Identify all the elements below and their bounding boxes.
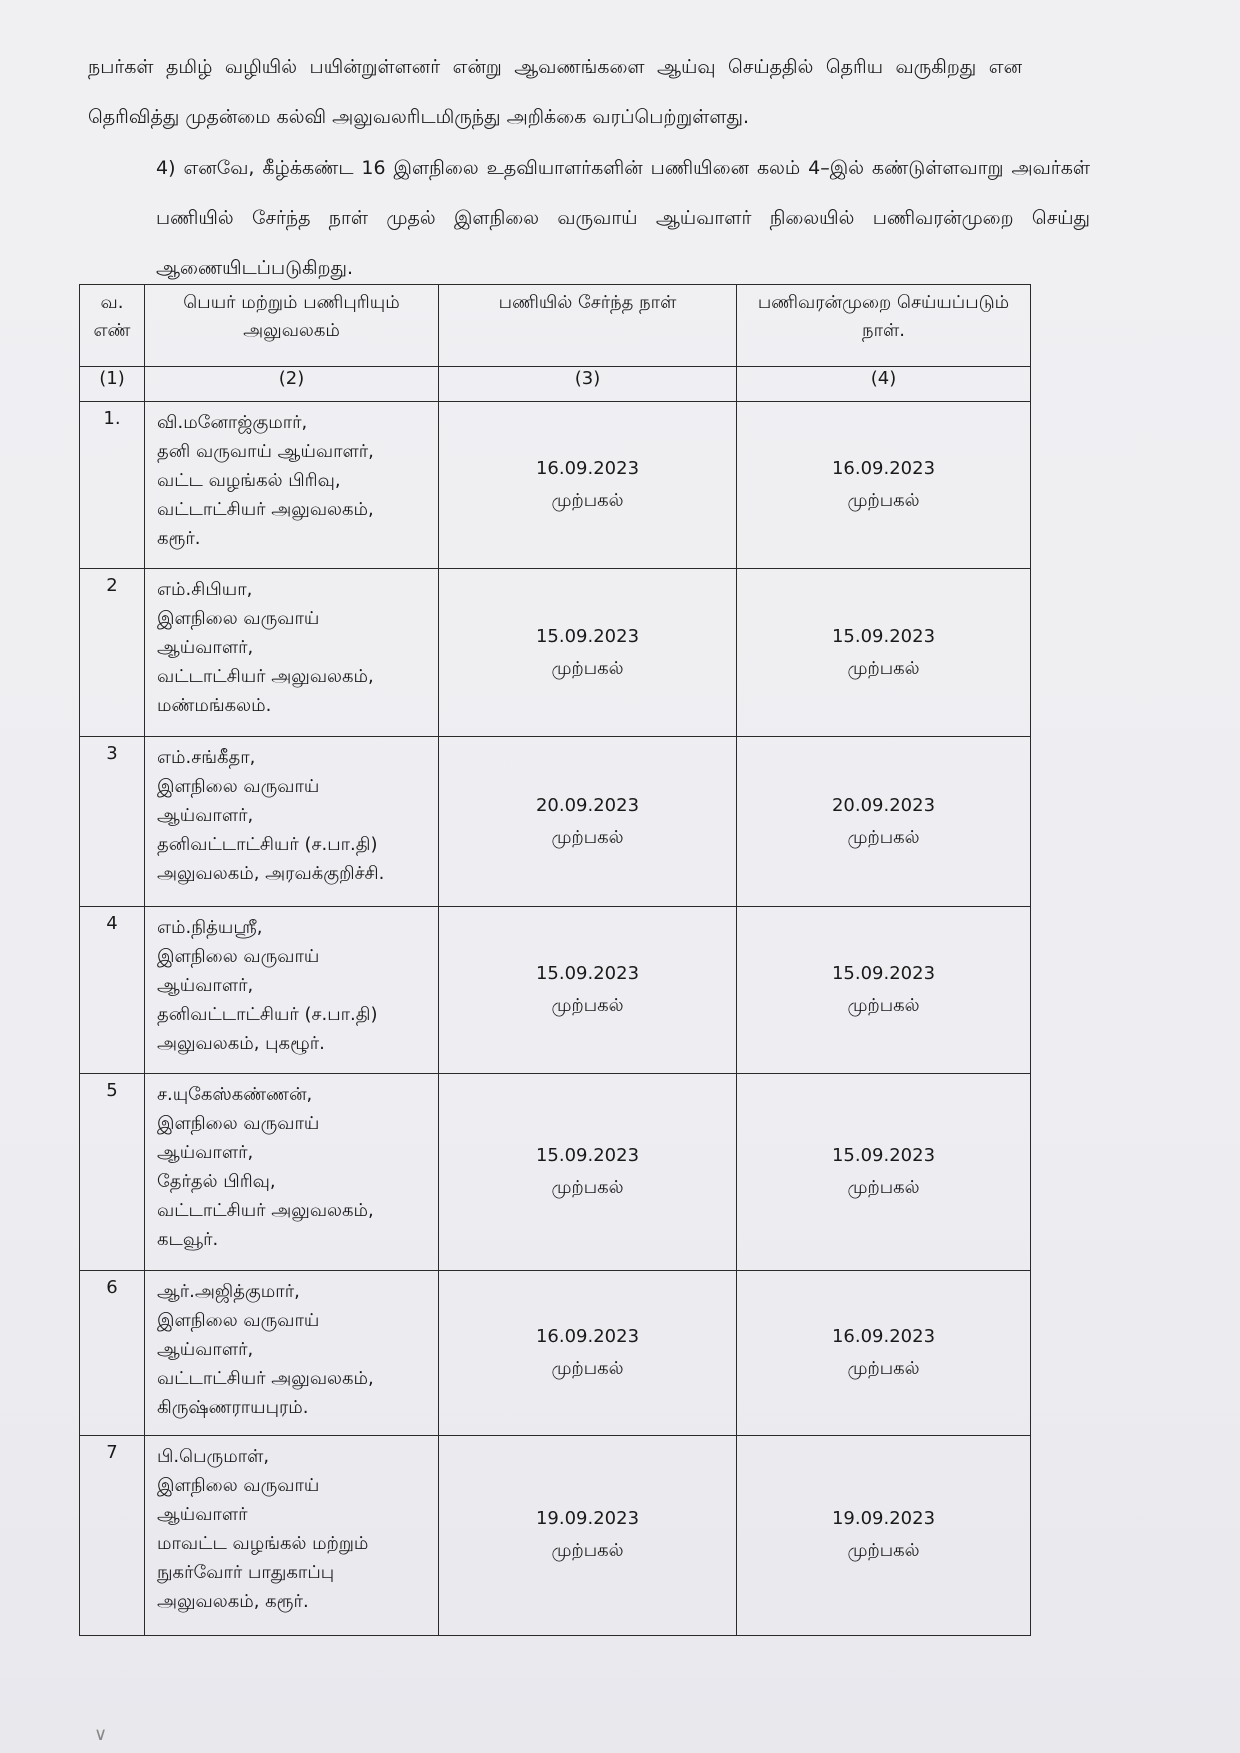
joining-session: முற்பகல் bbox=[551, 1357, 624, 1379]
joining-session: முற்பகல் bbox=[551, 995, 624, 1017]
regularisation-date-cell bbox=[737, 1435, 1031, 1636]
regularisation-session: முற்பகல் bbox=[847, 1357, 920, 1379]
name-line: எம்.சங்கீதா, bbox=[157, 747, 256, 769]
intro-paragraph: நபர்கள் தமிழ் வழியில் பயின்றுள்ளனர் என்று ஆவணங்களை ஆய்வு செய்ததில் தெரிய வருகிறது என தெரிவித்து முதன்மை கல்வி அலுவலரிடமிருந்து அறிக்கை வரப்பெற்றுள்ளது. bbox=[88, 56, 1022, 128]
name-line: ஆய்வாளர், bbox=[157, 1338, 254, 1360]
name-line: ஆர்.அஜித்குமார், bbox=[157, 1280, 300, 1302]
serial-number: 4 bbox=[80, 907, 145, 1074]
regularisation-date: 20.09.2023 bbox=[831, 794, 936, 816]
name-line: இளநிலை வருவாய் bbox=[157, 607, 320, 629]
column-number: (4) bbox=[737, 367, 1031, 401]
name-line: மாவட்ட வழங்கல் மற்றும் bbox=[157, 1532, 369, 1554]
regularisation-session: முற்பகல் bbox=[847, 1176, 920, 1198]
name-line: இளநிலை வருவாய் bbox=[157, 776, 320, 798]
regularisation-session: முற்பகல் bbox=[847, 657, 920, 679]
name-line: இளநிலை வருவாய் bbox=[157, 1309, 320, 1331]
regularisation-date-cell bbox=[737, 401, 1031, 568]
joining-date: 19.09.2023 bbox=[535, 1508, 640, 1530]
regularisation-session: முற்பகல் bbox=[847, 1540, 920, 1562]
table-row bbox=[80, 568, 1031, 736]
name-office-cell bbox=[145, 907, 439, 1074]
joining-date: 16.09.2023 bbox=[535, 457, 640, 479]
table-row bbox=[80, 737, 1031, 907]
name-line: கரூர். bbox=[157, 527, 201, 549]
joining-date: 16.09.2023 bbox=[535, 1325, 640, 1347]
regularisation-session: முற்பகல் bbox=[847, 489, 920, 511]
column-number: (3) bbox=[439, 367, 737, 401]
table-row bbox=[80, 1074, 1031, 1270]
name-office-cell bbox=[145, 1435, 439, 1636]
header-joining-date: பணியில் சேர்ந்த நாள் bbox=[439, 285, 737, 367]
name-line: ஆய்வாளர் bbox=[157, 1503, 248, 1525]
table-row bbox=[80, 401, 1031, 568]
name-line: கடவூர். bbox=[157, 1229, 219, 1251]
regularisation-session: முற்பகல் bbox=[847, 826, 920, 848]
serial-number: 1. bbox=[80, 401, 145, 568]
name-line: ஆய்வாளர், bbox=[157, 975, 254, 997]
regularisation-session: முற்பகல் bbox=[847, 995, 920, 1017]
joining-date-cell bbox=[439, 1074, 737, 1270]
header-serial: வ. எண் bbox=[80, 285, 145, 367]
regularisation-date-cell bbox=[737, 1074, 1031, 1270]
name-line: அலுவலகம், கரூர். bbox=[157, 1590, 309, 1612]
joining-date: 15.09.2023 bbox=[535, 963, 640, 985]
header-name-office: பெயர் மற்றும் பணிபுரியும் அலுவலகம் bbox=[145, 285, 439, 367]
column-number: (2) bbox=[145, 367, 439, 401]
joining-date: 20.09.2023 bbox=[535, 794, 640, 816]
name-line: கிருஷ்ணராயபுரம். bbox=[157, 1396, 309, 1418]
regularisation-date: 15.09.2023 bbox=[831, 963, 936, 985]
joining-date-cell bbox=[439, 737, 737, 907]
scan-corner-mark: ∨ bbox=[94, 1724, 108, 1745]
name-office-cell bbox=[145, 568, 439, 736]
name-office-cell bbox=[145, 737, 439, 907]
table-row bbox=[80, 1270, 1031, 1435]
name-line: ஆய்வாளர், bbox=[157, 1142, 254, 1164]
column-number: (1) bbox=[80, 367, 145, 401]
name-line: மண்மங்கலம். bbox=[157, 694, 272, 716]
name-office-cell bbox=[145, 1074, 439, 1270]
name-line: வி.மனோஜ்குமார், bbox=[157, 411, 308, 433]
regularisation-date: 16.09.2023 bbox=[831, 457, 936, 479]
regularisation-table bbox=[79, 284, 1031, 1636]
name-office-cell bbox=[145, 1270, 439, 1435]
serial-number: 3 bbox=[80, 737, 145, 907]
table-row bbox=[80, 1435, 1031, 1636]
name-line: ஆய்வாளர், bbox=[157, 636, 254, 658]
name-line: வட்ட வழங்கல் பிரிவு, bbox=[157, 469, 341, 491]
order-paragraph: 4) எனவே, கீழ்க்கண்ட 16 இளநிலை உதவியாளர்களின் பணியினை கலம் 4–இல் கண்டுள்ளவாறு அவர்கள் பணியில் சேர்ந்த நாள் முதல் இளநிலை வருவாய் ஆய்வாளர் நிலையில் பணிவரன்முறை செய்து ஆணையிடப்படுகிறது. bbox=[156, 157, 1090, 279]
name-line: வட்டாட்சியர் அலுவலகம், bbox=[157, 665, 374, 687]
joining-date-cell bbox=[439, 568, 737, 736]
name-line: அலுவலகம், அரவக்குறிச்சி. bbox=[157, 863, 385, 885]
name-line: பி.பெருமாள், bbox=[157, 1445, 270, 1467]
joining-date: 15.09.2023 bbox=[535, 1144, 640, 1166]
regularisation-date-cell bbox=[737, 737, 1031, 907]
regularisation-date-cell bbox=[737, 1270, 1031, 1435]
header-regularisation-date: பணிவரன்முறை செய்யப்படும் நாள். bbox=[737, 285, 1031, 367]
name-line: தனி வருவாய் ஆய்வாளர், bbox=[157, 440, 374, 462]
name-line: இளநிலை வருவாய் bbox=[157, 1113, 320, 1135]
table-header-row bbox=[80, 285, 1031, 367]
joining-date-cell bbox=[439, 907, 737, 1074]
name-line: வட்டாட்சியர் அலுவலகம், bbox=[157, 1200, 374, 1222]
joining-date-cell bbox=[439, 1435, 737, 1636]
name-line: வட்டாட்சியர் அலுவலகம், bbox=[157, 1367, 374, 1389]
table-row bbox=[80, 907, 1031, 1074]
name-office-cell bbox=[145, 401, 439, 568]
joining-session: முற்பகல் bbox=[551, 489, 624, 511]
name-line: ச.யுகேஸ்கண்ணன், bbox=[157, 1084, 313, 1106]
regularisation-date-cell bbox=[737, 568, 1031, 736]
joining-session: முற்பகல் bbox=[551, 657, 624, 679]
regularisation-date: 16.09.2023 bbox=[831, 1325, 936, 1347]
name-line: இளநிலை வருவாய் bbox=[157, 1474, 320, 1496]
name-line: தனிவட்டாட்சியர் (ச.பா.தி) bbox=[157, 1004, 378, 1026]
name-line: தேர்தல் பிரிவு, bbox=[157, 1171, 276, 1193]
name-line: அலுவலகம், புகழூர். bbox=[157, 1033, 325, 1055]
joining-date-cell bbox=[439, 1270, 737, 1435]
regularisation-date: 19.09.2023 bbox=[831, 1508, 936, 1530]
serial-number: 2 bbox=[80, 568, 145, 736]
regularisation-date: 15.09.2023 bbox=[831, 1144, 936, 1166]
name-line: வட்டாட்சியர் அலுவலகம், bbox=[157, 498, 374, 520]
name-line: எம்.சிபியா, bbox=[157, 578, 253, 600]
serial-number: 7 bbox=[80, 1435, 145, 1636]
name-line: நுகர்வோர் பாதுகாப்பு bbox=[157, 1561, 335, 1583]
joining-date: 15.09.2023 bbox=[535, 625, 640, 647]
name-line: தனிவட்டாட்சியர் (ச.பா.தி) bbox=[157, 834, 378, 856]
regularisation-date: 15.09.2023 bbox=[831, 625, 936, 647]
regularisation-date-cell bbox=[737, 907, 1031, 1074]
joining-session: முற்பகல் bbox=[551, 1540, 624, 1562]
name-line: ஆய்வாளர், bbox=[157, 805, 254, 827]
serial-number: 6 bbox=[80, 1270, 145, 1435]
column-number-row bbox=[80, 367, 1031, 401]
joining-session: முற்பகல் bbox=[551, 1176, 624, 1198]
serial-number: 5 bbox=[80, 1074, 145, 1270]
joining-session: முற்பகல் bbox=[551, 826, 624, 848]
name-line: இளநிலை வருவாய் bbox=[157, 946, 320, 968]
name-line: எம்.நித்யஸ்ரீ, bbox=[157, 917, 263, 939]
joining-date-cell bbox=[439, 401, 737, 568]
